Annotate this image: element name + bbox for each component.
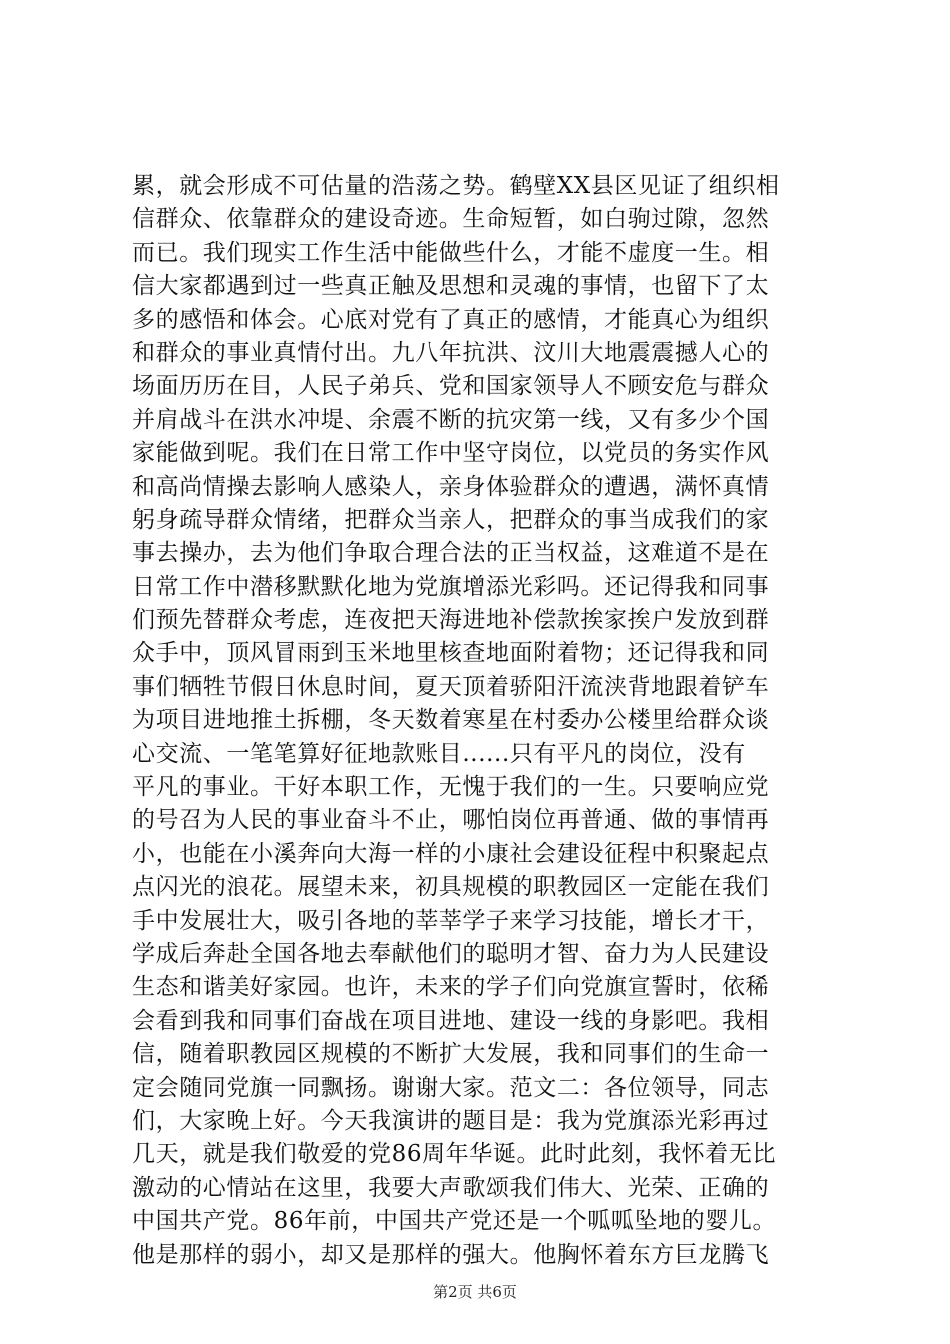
text-line: 并肩战斗在洪水冲堤、余震不断的抗灾第一线，又有多少个国 xyxy=(132,406,770,433)
text-line: 激动的心情站在这里，我要大声歌颂我们伟大、光荣、正确的 xyxy=(132,1174,770,1201)
text-line: 中国共产党。86年前，中国共产党还是一个呱呱坠地的婴儿。 xyxy=(132,1208,777,1235)
text-line: 场面历历在目，人民子弟兵、党和国家领导人不顾安危与群众 xyxy=(132,373,770,400)
text-line: 信群众、依靠群众的建设奇迹。生命短暂，如白驹过隙，忽然 xyxy=(132,206,770,233)
text-line: 小，也能在小溪奔向大海一样的小康社会建设征程中积聚起点 xyxy=(132,840,770,867)
text-line: 们预先替群众考虑，连夜把天海进地补偿款挨家挨户发放到群 xyxy=(132,607,770,634)
text-line: 事们牺牲节假日休息时间，夏天顶着骄阳汗流浃背地跟着铲车 xyxy=(132,673,770,700)
text-line: 为项目进地推土拆棚，冬天数着寒星在村委办公楼里给群众谈 xyxy=(132,707,770,734)
text-line: 躬身疏导群众情绪，把群众当亲人，把群众的事当成我们的家 xyxy=(132,506,770,533)
text-line: 家能做到呢。我们在日常工作中坚守岗位，以党员的务实作风 xyxy=(132,440,770,467)
text-line: 和群众的事业真情付出。九八年抗洪、汶川大地震震撼人心的 xyxy=(132,339,770,366)
text-line: 平凡的事业。干好本职工作，无愧于我们的一生。只要响应党 xyxy=(132,774,770,801)
text-line: 信大家都遇到过一些真正触及思想和灵魂的事情，也留下了太 xyxy=(132,273,770,300)
text-line: 心交流、一笔笔算好征地款账目......只有平凡的岗位，没有 xyxy=(132,740,746,767)
text-line: 学成后奔赴全国各地去奉献他们的聪明才智、奋力为人民建设 xyxy=(132,940,770,967)
page-footer: 第2页 共6页 xyxy=(433,1283,517,1301)
text-line: 而已。我们现实工作生活中能做些什么，才能不虚度一生。相 xyxy=(132,239,770,266)
body-text xyxy=(132,170,822,1272)
text-line: 生态和谐美好家园。也许，未来的学子们向党旗宣誓时，依稀 xyxy=(132,974,770,1001)
text-line: 定会随同党旗一同飘扬。谢谢大家。范文二：各位领导，同志 xyxy=(132,1074,770,1101)
text-line: 几天，就是我们敬爱的党86周年华诞。此时此刻，我怀着无比 xyxy=(132,1141,777,1168)
text-line: 事去操办，去为他们争取合理合法的正当权益，这难道不是在 xyxy=(132,540,770,567)
text-line: 手中发展壮大，吸引各地的莘莘学子来学习技能，增长才干， xyxy=(132,907,770,934)
text-line: 多的感悟和体会。心底对党有了真正的感情，才能真心为组织 xyxy=(132,306,770,333)
text-line: 会看到我和同事们奋战在项目进地、建设一线的身影吧。我相 xyxy=(132,1007,770,1034)
text-line: 们，大家晚上好。今天我演讲的题目是：我为党旗添光彩再过 xyxy=(132,1107,770,1134)
text-line: 累，就会形成不可估量的浩荡之势。鹤壁XX县区见证了组织相 xyxy=(132,173,780,199)
text-line: 日常工作中潜移默默化地为党旗增添光彩吗。还记得我和同事 xyxy=(132,573,770,600)
text-line: 点闪光的浪花。展望未来，初具规模的职教园区一定能在我们 xyxy=(132,874,770,901)
text-line: 信，随着职教园区规模的不断扩大发展，我和同事们的生命一 xyxy=(132,1041,770,1068)
text-line: 的号召为人民的事业奋斗不止，哪怕岗位再普通、做的事情再 xyxy=(132,807,770,834)
text-line: 和高尚情操去影响人感染人，亲身体验群众的遭遇，满怀真情 xyxy=(132,473,770,500)
text-line: 众手中，顶风冒雨到玉米地里核查地面附着物；还记得我和同 xyxy=(132,640,770,667)
text-line: 他是那样的弱小，却又是那样的强大。他胸怀着东方巨龙腾飞 xyxy=(132,1241,770,1268)
